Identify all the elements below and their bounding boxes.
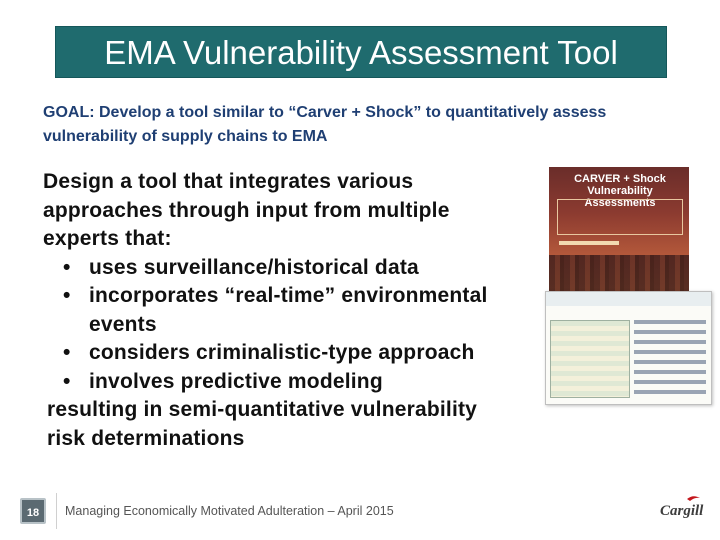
page-text-lines bbox=[634, 314, 706, 398]
bullet-item bbox=[43, 339, 543, 368]
logo-wordmark: Cargill bbox=[660, 503, 704, 519]
bullet-text: involves predictive modeling bbox=[89, 369, 383, 393]
page-header-strip bbox=[546, 292, 711, 306]
bullet-text: uses surveillance/historical data bbox=[89, 255, 419, 279]
cargill-logo-icon bbox=[659, 493, 711, 519]
footer-text: Managing Economically Motivated Adulteration – April 2015 bbox=[65, 504, 394, 518]
bullet-continuation: events bbox=[89, 312, 157, 336]
report-cover-image bbox=[549, 167, 689, 300]
bullet-text: considers criminalistic-type approach bbox=[89, 341, 475, 364]
goal-statement: GOAL: Develop a tool similar to “Carver + Shock” to quantitatively assess vulnerability of supply chains to EMA bbox=[43, 104, 607, 145]
bullet-icon: • bbox=[63, 255, 71, 279]
report-page-image bbox=[545, 291, 712, 405]
bullet-icon: • bbox=[63, 284, 71, 307]
result-line: resulting in semi-quantitative vulnerability bbox=[47, 398, 478, 421]
bullet-text: incorporates “real-time” environmental bbox=[89, 284, 488, 307]
page-table-thumbnail bbox=[550, 320, 630, 398]
bullet-icon: • bbox=[63, 369, 71, 393]
cover-bar bbox=[559, 241, 619, 245]
footer-divider bbox=[56, 493, 57, 529]
bullet-item bbox=[43, 254, 543, 283]
body-text bbox=[43, 168, 543, 453]
page-number-badge: 18 bbox=[20, 498, 46, 524]
title-banner bbox=[55, 26, 667, 78]
body-line: Design a tool that integrates various bbox=[43, 170, 414, 193]
cover-frame bbox=[557, 199, 683, 235]
bullet-item bbox=[43, 368, 543, 397]
result-line: risk determinations bbox=[47, 426, 245, 450]
report-cover-title: CARVER + Shock Vulnerability Assessments bbox=[574, 173, 666, 209]
body-line: experts that: bbox=[43, 227, 172, 250]
body-line: approaches through input from multiple bbox=[43, 198, 450, 222]
bullet-icon: • bbox=[63, 341, 71, 364]
bullet-item bbox=[43, 282, 543, 311]
slide-title: EMA Vulnerability Assessment Tool bbox=[104, 34, 618, 71]
logo-leaf-shape bbox=[687, 496, 700, 501]
